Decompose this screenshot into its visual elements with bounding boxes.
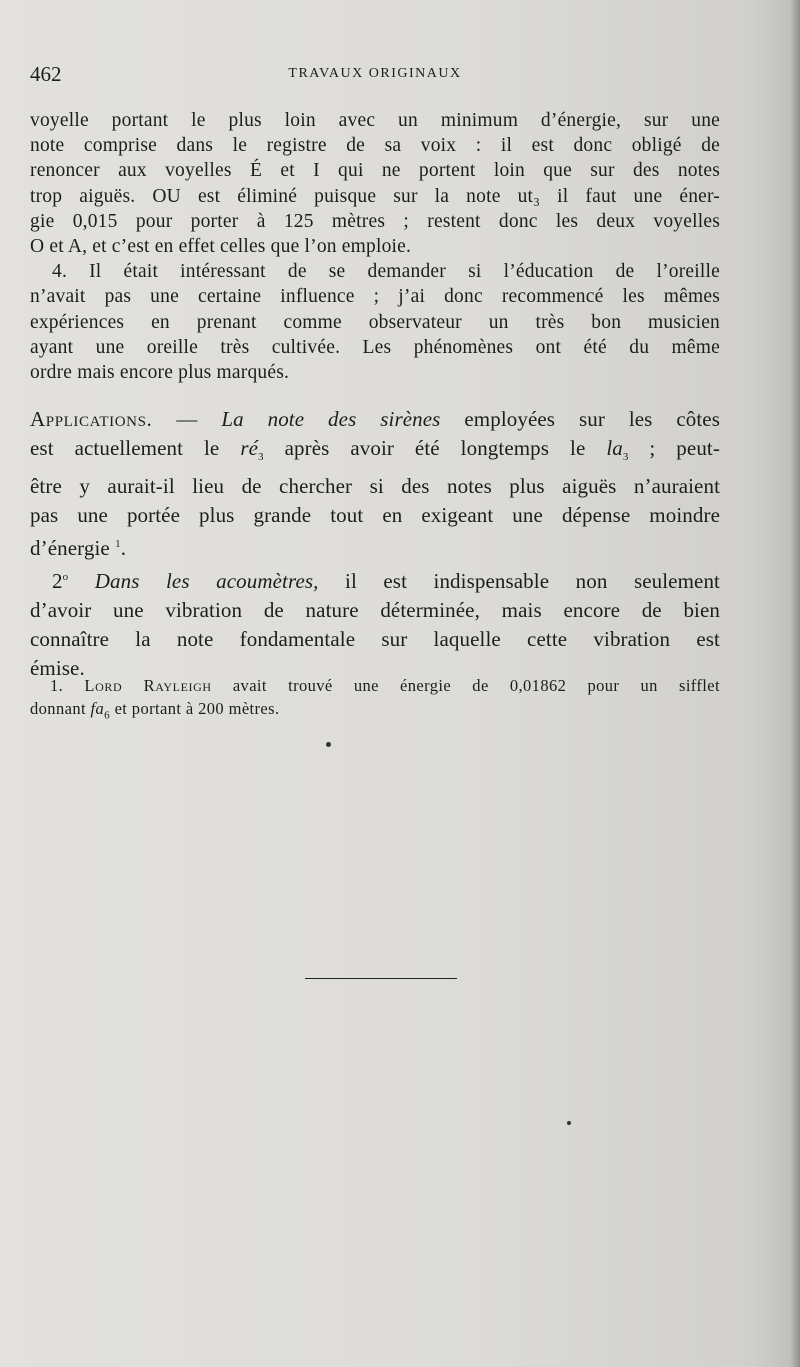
footnote-reference: 1 <box>115 538 121 551</box>
text-line: d’avoir une vibration de nature déterminée, mais encore de bien <box>30 598 720 623</box>
footnote <box>30 674 720 727</box>
italic-phrase: La note des sirènes <box>221 407 441 432</box>
italic-phrase: Dans les acoumètres, <box>94 569 319 594</box>
text-line: O et A, et c’est en effet celles que l’on emploie. <box>30 236 412 258</box>
footnote-line: 1. Lord Rayleigh avait trouvé une énergie de 0,01862 pour un sifflet <box>50 676 720 695</box>
paragraph-applications <box>30 405 720 683</box>
page-header <box>30 62 720 92</box>
text-line: n’avait pas une certaine influence ; j’ai donc recommencé les mêmes <box>30 286 720 308</box>
note-la: la <box>606 436 623 461</box>
note-fa: fa <box>90 699 105 718</box>
paragraph-energie <box>30 108 720 385</box>
ink-speck <box>567 1121 571 1125</box>
page-edge-shadow <box>790 0 800 1367</box>
text-line: Applications. — La note des sirènes employées sur les côtes <box>30 407 720 432</box>
text-line: trop aiguës. OU est éliminé puisque sur la note ut₃ il faut une éner- <box>30 185 720 207</box>
text-line: renoncer aux voyelles É et I qui ne portent loin que sur des notes <box>30 160 720 182</box>
running-title: TRAVAUX ORIGINAUX <box>288 66 462 81</box>
text-line: gie 0,015 pour porter à 125 mètres ; restent donc les deux voyelles <box>30 210 720 232</box>
text-line: émise. <box>30 656 85 681</box>
text-line: ordre mais encore plus marqués. <box>30 362 290 384</box>
text-line: ayant une oreille très cultivée. Les phénomènes ont été du même <box>30 336 720 358</box>
body-text <box>30 108 720 683</box>
page-number: 462 <box>30 62 62 86</box>
text-line: pas une portée plus grande tout en exigeant une dépense moindre <box>30 503 720 528</box>
text-line: d’énergie $^1$. <box>30 536 127 561</box>
text-line: note comprise dans le registre de sa voix : il est donc obligé de <box>30 135 720 157</box>
text-line: voyelle portant le plus loin avec un minimum d’énergie, sur une <box>30 110 720 131</box>
text-line: expériences en prenant comme observateur un très bon musicien <box>30 311 720 333</box>
note-re: ré <box>240 436 259 461</box>
ink-speck <box>326 742 331 747</box>
footnote-author: Lord Rayleigh <box>84 676 212 695</box>
text-line: 4. Il était intéressant de se demander si l’éducation de l’oreille <box>52 261 720 283</box>
applications-heading: Applications. <box>30 407 153 432</box>
text-line: est actuellement le $ré_3$ après avoir été longtemps le $la_3$ ; peut- <box>30 436 720 464</box>
text-line: connaître la note fondamentale sur laquelle cette vibration est <box>30 627 720 652</box>
section-rule <box>305 978 457 979</box>
text-line: être y aurait-il lieu de chercher si des notes plus aiguës n’auraient <box>30 474 720 499</box>
text-line: 2$^o$ Dans les acoumètres, il est indispensable non seulement <box>52 569 720 594</box>
footnote-line: donnant $fa_6$ et portant à 200 mètres. <box>30 699 280 722</box>
